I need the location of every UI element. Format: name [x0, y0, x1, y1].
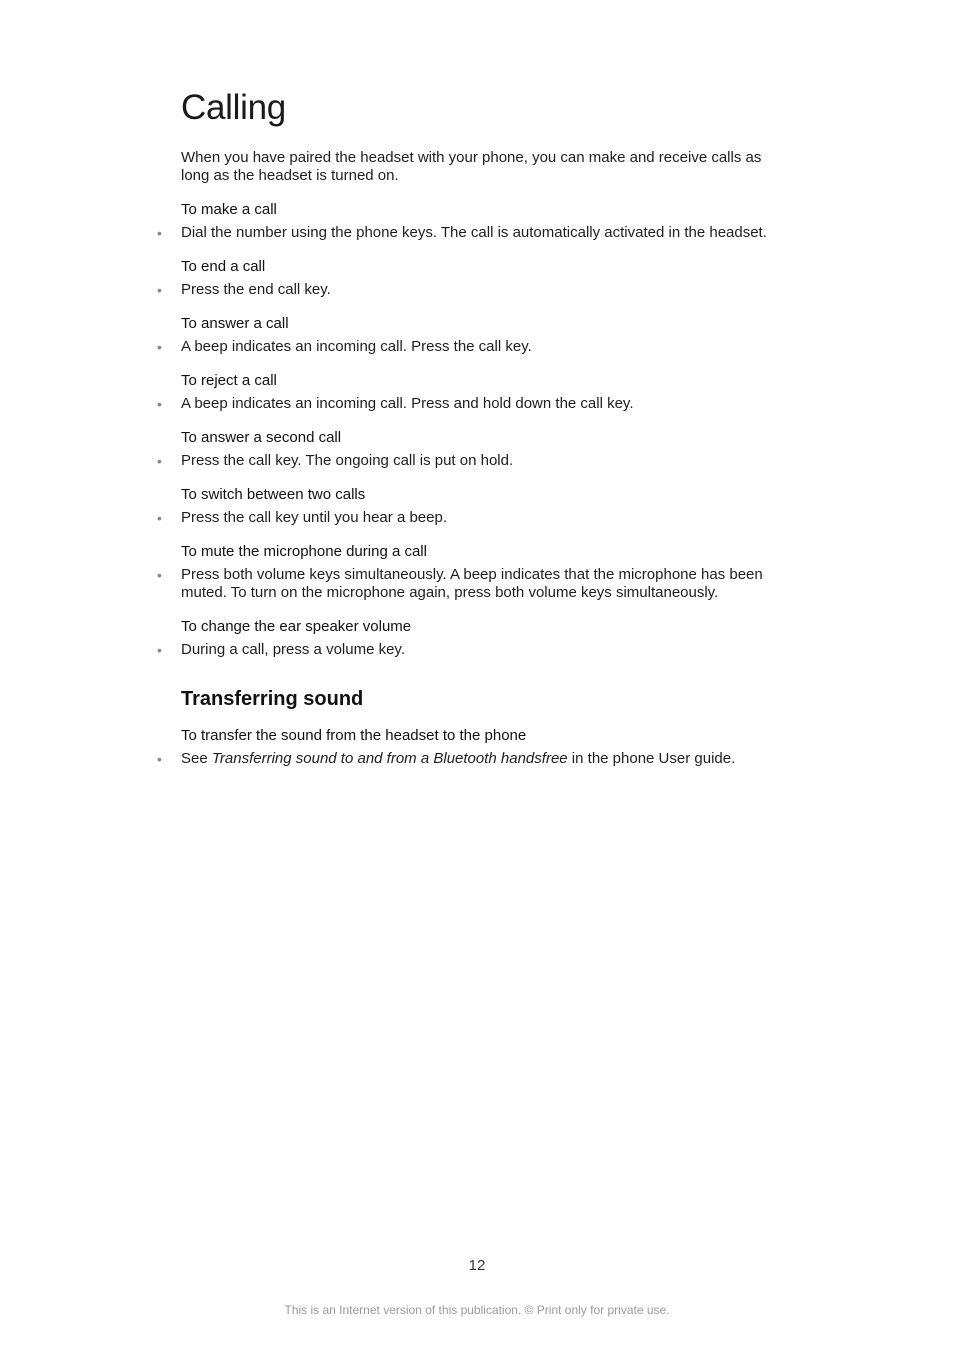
task-title: To reject a call — [181, 372, 277, 389]
list-item — [157, 641, 791, 659]
list-item — [157, 750, 791, 768]
list-item-text: A beep indicates an incoming call. Press the call key. — [181, 338, 532, 355]
list-item — [157, 281, 791, 299]
task-make-call — [157, 201, 791, 242]
task-reject-call — [157, 372, 791, 413]
list-item — [157, 509, 791, 527]
bullet-icon: • — [157, 567, 162, 583]
bullet-icon: • — [157, 396, 162, 412]
task-title: To answer a second call — [181, 429, 342, 446]
list-item — [157, 338, 791, 356]
task-transfer-sound — [157, 727, 791, 768]
footer-note: This is an Internet version of this publication. © Print only for private use. — [284, 1303, 670, 1317]
task-answer-call — [157, 315, 791, 356]
task-switch-calls — [157, 486, 791, 527]
list-item — [157, 395, 791, 413]
list-item-text: Dial the number using the phone keys. The call is automatically activated in the headset. — [181, 224, 767, 241]
page-number: 12 — [468, 1257, 486, 1274]
list-item-text: Press both volume keys simultaneously. A beep indicates that the microphone has been muted. To turn on the microphone again, press both volume keys simultaneously. — [181, 566, 763, 601]
bullet-icon: • — [157, 453, 162, 469]
list-item-text: During a call, press a volume key. — [181, 641, 405, 658]
list-item — [157, 566, 791, 602]
task-answer-second-call — [157, 429, 791, 470]
task-ear-speaker-volume — [157, 618, 791, 659]
task-title: To make a call — [181, 201, 277, 218]
intro-paragraph: When you have paired the headset with your phone, you can make and receive calls as long as the headset is turned on. — [181, 149, 762, 184]
task-title: To switch between two calls — [181, 486, 366, 503]
task-title: To mute the microphone during a call — [181, 543, 427, 560]
bullet-icon: • — [157, 642, 162, 658]
page-title: Calling — [181, 88, 286, 127]
bullet-icon: • — [157, 751, 162, 767]
list-item-text: Press the call key. The ongoing call is put on hold. — [181, 452, 514, 469]
guide-reference: Transferring sound to and from a Bluetooth handsfree — [211, 750, 568, 767]
list-item-text-after: in the phone User guide. — [567, 750, 736, 767]
section-title: Transferring sound — [181, 688, 364, 710]
content — [157, 149, 791, 768]
list-item-text: Press the end call key. — [181, 281, 331, 298]
bullet-icon: • — [157, 225, 162, 241]
bullet-icon: • — [157, 510, 162, 526]
list-item-text: A beep indicates an incoming call. Press and hold down the call key. — [181, 395, 634, 412]
list-item — [157, 224, 791, 242]
task-title: To change the ear speaker volume — [181, 618, 412, 635]
bullet-icon: • — [157, 339, 162, 355]
task-title: To end a call — [181, 258, 266, 275]
task-end-call — [157, 258, 791, 299]
list-item — [157, 452, 791, 470]
list-item-text: Press the call key until you hear a beep. — [181, 509, 447, 526]
task-mute-microphone — [157, 543, 791, 602]
task-title: To transfer the sound from the headset to the phone — [181, 727, 527, 744]
bullet-icon: • — [157, 282, 162, 298]
list-item-text-before: See — [181, 750, 212, 767]
task-title: To answer a call — [181, 315, 289, 332]
